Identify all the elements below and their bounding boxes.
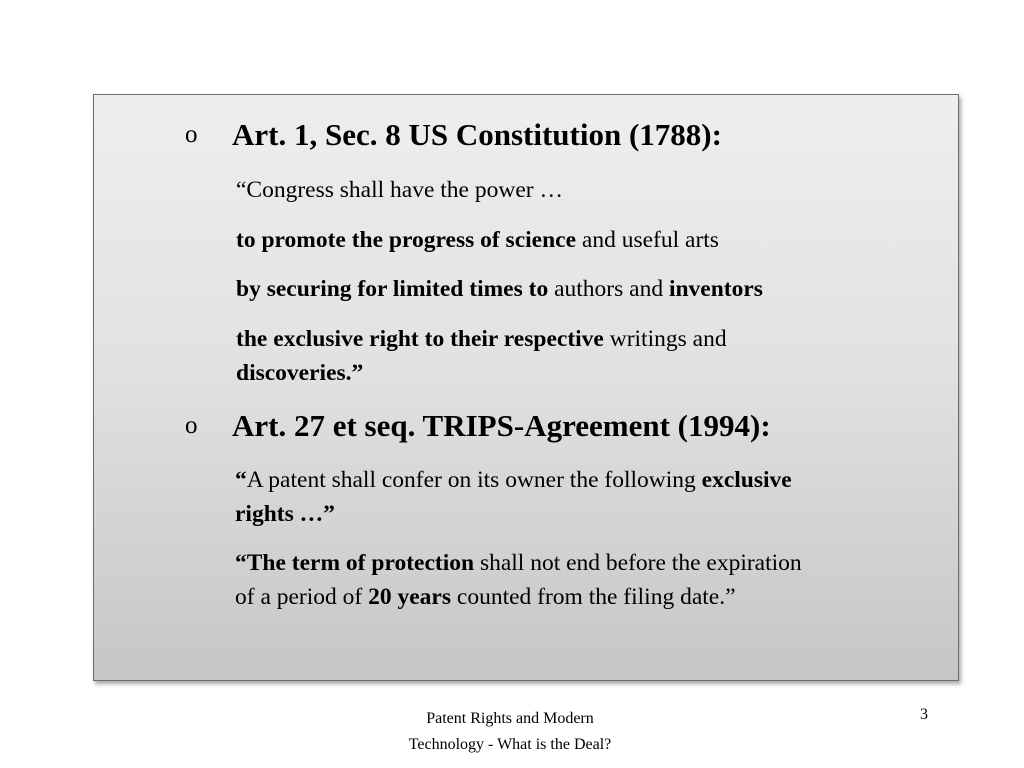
- quote-line: the exclusive right to their respective writings and: [236, 326, 727, 352]
- quote-line: to promote the progress of science and useful arts: [236, 227, 719, 253]
- bullet-icon: o: [185, 121, 198, 148]
- quote-line: rights …”: [235, 501, 335, 527]
- heading-text: Art. 1, Sec. 8 US Constitution (1788):: [232, 117, 722, 152]
- content-panel: [93, 94, 959, 681]
- quote-line: “A patent shall confer on its owner the following exclusive: [235, 467, 792, 493]
- bullet-icon: o: [185, 412, 198, 439]
- quote-line: “The term of protection shall not end before the expiration: [235, 550, 802, 576]
- quote-line: of a period of 20 years counted from the filing date.”: [235, 584, 736, 610]
- quote-line: discoveries.”: [236, 360, 364, 386]
- page-number: 3: [920, 706, 928, 723]
- heading-text: Art. 27 et seq. TRIPS-Agreement (1994):: [232, 408, 771, 443]
- footer-title: Patent Rights and Modern Technology - What is the Deal?: [408, 710, 612, 753]
- quote-line: by securing for limited times to authors and inventors: [236, 276, 763, 302]
- quote-line: “Congress shall have the power …: [236, 177, 563, 203]
